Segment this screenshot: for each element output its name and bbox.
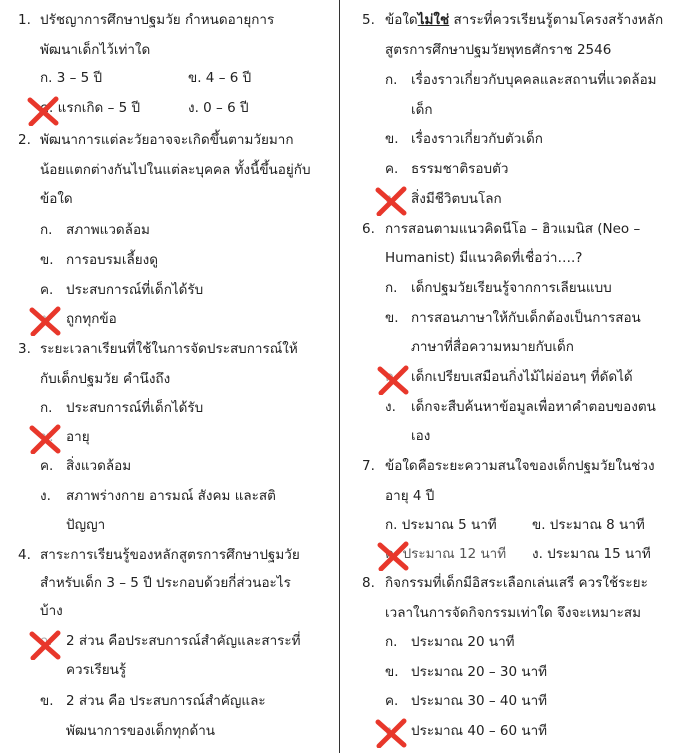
q1-option-a: ก. 3 – 5 ปี bbox=[40, 70, 103, 86]
q6-number: 6. bbox=[362, 221, 375, 237]
q8-number: 8. bbox=[362, 575, 375, 591]
q1-question-line2: พัฒนาเด็กไว้เท่าใด bbox=[40, 42, 151, 58]
q8-option-b-label: ข. bbox=[385, 664, 399, 680]
q6-question-line1: การสอนตามแนวคิดนีโอ – ฮิวแมนิส (Neo – bbox=[385, 221, 641, 237]
q3-option-d-label: ง. bbox=[40, 488, 51, 504]
q7-question-line1: ข้อใดคือระยะความสนใจของเด็กปฐมวัยในช่วง bbox=[385, 458, 655, 474]
q5-question-pre: ข้อใด bbox=[385, 12, 418, 28]
q5-question-line2: สูตรการศึกษาปฐมวัยพุทธศักราช 2546 bbox=[385, 42, 612, 58]
q5-option-a-line2: เด็ก bbox=[411, 102, 433, 118]
q8-option-c-label: ค. bbox=[385, 693, 399, 709]
q6-option-a-label: ก. bbox=[385, 280, 398, 296]
answer-x-mark-icon bbox=[376, 541, 410, 571]
q2-option-b: การอบรมเลี้ยงดู bbox=[66, 252, 158, 268]
column-divider bbox=[339, 0, 340, 753]
q6-option-d-line2: เอง bbox=[411, 428, 431, 444]
q4-option-a: 2 ส่วน คือประสบการณ์สำคัญและสาระที่ bbox=[66, 633, 301, 649]
q6-option-b-label: ข. bbox=[385, 310, 399, 326]
q2-option-d-label: ง. bbox=[40, 311, 51, 327]
q3-option-b-label: ข. bbox=[40, 429, 54, 445]
q6-option-b-line2: ภาษาที่สื่อความหมายกับเด็ก bbox=[411, 339, 574, 355]
q6-option-c: เด็กเปรียบเสมือนกิ่งไม้ไผ่อ่อนๆ ที่ดัดได้ bbox=[411, 369, 633, 385]
q1-option-b: ข. 4 – 6 ปี bbox=[188, 70, 252, 86]
q2-question-line2: น้อยแตกต่างกันไปในแต่ละบุคคล ทั้งนี้ขึ้นอยู่กับ bbox=[40, 162, 311, 178]
q2-number: 2. bbox=[18, 132, 31, 148]
q8-question-line2: เวลาในการจัดกิจกรรมเท่าใด จึงจะเหมาะสม bbox=[385, 605, 641, 621]
answer-x-mark-icon bbox=[28, 630, 62, 660]
q4-option-a-line2: ควรเรียนรู้ bbox=[66, 662, 127, 678]
answer-x-mark-icon bbox=[26, 96, 60, 126]
q8-option-b: ประมาณ 20 – 30 นาที bbox=[411, 664, 548, 680]
q8-option-a: ประมาณ 20 นาที bbox=[411, 634, 515, 650]
q7-option-c: ค. ประมาณ 12 นาที bbox=[385, 546, 507, 562]
q4-option-a-label: ก. bbox=[40, 633, 53, 649]
q2-option-a: สภาพแวดล้อม bbox=[66, 222, 150, 238]
q3-option-d: สภาพร่างกาย อารมณ์ สังคม และสติ bbox=[66, 488, 276, 504]
q4-option-b-label: ข. bbox=[40, 693, 54, 709]
q4-question-line1: สาระการเรียนรู้ของหลักสูตรการศึกษาปฐมวัย bbox=[40, 547, 300, 563]
q2-option-a-label: ก. bbox=[40, 222, 53, 238]
q5-option-a: เรื่องราวเกี่ยวกับบุคคลและสถานที่แวดล้อม bbox=[411, 72, 657, 88]
answer-x-mark-icon bbox=[28, 306, 62, 336]
q4-question-line2: สำหรับเด็ก 3 – 5 ปี ประกอบด้วยกี่ส่วนอะไร bbox=[40, 575, 291, 591]
q7-number: 7. bbox=[362, 458, 375, 474]
q2-option-b-label: ข. bbox=[40, 252, 54, 268]
q4-number: 4. bbox=[18, 547, 31, 563]
q8-option-d-label: ง. bbox=[385, 723, 396, 739]
q5-option-d-label: ง. bbox=[385, 191, 396, 207]
q8-option-d: ประมาณ 40 – 60 นาที bbox=[411, 723, 548, 739]
q5-question-post: สาระที่ควรเรียนรู้ตามโครงสร้างหลัก bbox=[449, 12, 664, 28]
answer-x-mark-icon bbox=[374, 186, 408, 216]
q4-option-b-line2: พัฒนาการของเด็กทุกด้าน bbox=[66, 723, 216, 739]
q7-option-a: ก. ประมาณ 5 นาที bbox=[385, 517, 497, 533]
q2-option-c: ประสบการณ์ที่เด็กได้รับ bbox=[66, 282, 204, 298]
q1-number: 1. bbox=[18, 12, 31, 28]
q5-option-a-label: ก. bbox=[385, 72, 398, 88]
q1-question-line1: ปรัชญาการศึกษาปฐมวัย กำหนดอายุการ bbox=[40, 12, 275, 28]
answer-x-mark-icon bbox=[374, 718, 408, 748]
q2-question-line1: พัฒนาการแต่ละวัยอาจจะเกิดขึ้นตามวัยมาก bbox=[40, 132, 294, 148]
q4-option-b: 2 ส่วน คือ ประสบการณ์สำคัญและ bbox=[66, 693, 266, 709]
q5-option-c: ธรรมชาติรอบตัว bbox=[411, 161, 509, 177]
q3-question-line1: ระยะเวลาเรียนที่ใช้ในการจัดประสบการณ์ให้ bbox=[40, 341, 298, 357]
q2-option-c-label: ค. bbox=[40, 282, 54, 298]
q5-question-emphasis: ไม่ใช่ bbox=[417, 12, 450, 28]
q5-option-b: เรื่องราวเกี่ยวกับตัวเด็ก bbox=[411, 131, 543, 147]
q3-option-c: สิ่งแวดล้อม bbox=[66, 458, 132, 474]
q6-option-c-label: ค. bbox=[385, 369, 399, 385]
q3-option-b: อายุ bbox=[66, 429, 90, 445]
q5-question-line1 bbox=[385, 10, 663, 30]
q1-option-c: ค. แรกเกิด – 5 ปี bbox=[40, 100, 141, 116]
q3-option-c-label: ค. bbox=[40, 458, 54, 474]
q3-number: 3. bbox=[18, 341, 31, 357]
q3-option-d-line2: ปัญญา bbox=[66, 517, 106, 533]
q5-option-d: สิ่งมีชีวิตบนโลก bbox=[411, 191, 502, 207]
q8-option-c: ประมาณ 30 – 40 นาที bbox=[411, 693, 548, 709]
answer-x-mark-icon bbox=[28, 424, 62, 454]
q6-option-d: เด็กจะสืบค้นหาข้อมูลเพื่อหาคำตอบของตน bbox=[411, 399, 656, 415]
q7-question-line2: อายุ 4 ปี bbox=[385, 488, 435, 504]
q3-option-a: ประสบการณ์ที่เด็กได้รับ bbox=[66, 400, 204, 416]
answer-x-mark-icon bbox=[376, 365, 410, 395]
q5-option-b-label: ข. bbox=[385, 131, 399, 147]
q5-number: 5. bbox=[362, 12, 375, 28]
q2-option-d: ถูกทุกข้อ bbox=[66, 311, 117, 327]
q3-option-a-label: ก. bbox=[40, 400, 53, 416]
q6-option-b: การสอนภาษาให้กับเด็กต้องเป็นการสอน bbox=[411, 310, 641, 326]
q6-option-d-label: ง. bbox=[385, 399, 396, 415]
q7-option-d: ง. ประมาณ 15 นาที bbox=[532, 546, 651, 562]
q1-option-d: ง. 0 – 6 ปี bbox=[188, 100, 249, 116]
q2-question-line3: ข้อใด bbox=[40, 191, 73, 207]
q6-option-a: เด็กปฐมวัยเรียนรู้จากการเลียนแบบ bbox=[411, 280, 612, 296]
q4-question-line3: บ้าง bbox=[40, 603, 63, 619]
q5-option-c-label: ค. bbox=[385, 161, 399, 177]
q6-question-line2: Humanist) มีแนวคิดที่เชื่อว่า….? bbox=[385, 250, 583, 266]
q8-question-line1: กิจกรรมที่เด็กมีอิสระเลือกเล่นเสรี ควรใช้ระยะ bbox=[385, 575, 648, 591]
q7-option-b: ข. ประมาณ 8 นาที bbox=[532, 517, 645, 533]
q3-question-line2: กับเด็กปฐมวัย คำนึงถึง bbox=[40, 371, 171, 387]
q8-option-a-label: ก. bbox=[385, 634, 398, 650]
